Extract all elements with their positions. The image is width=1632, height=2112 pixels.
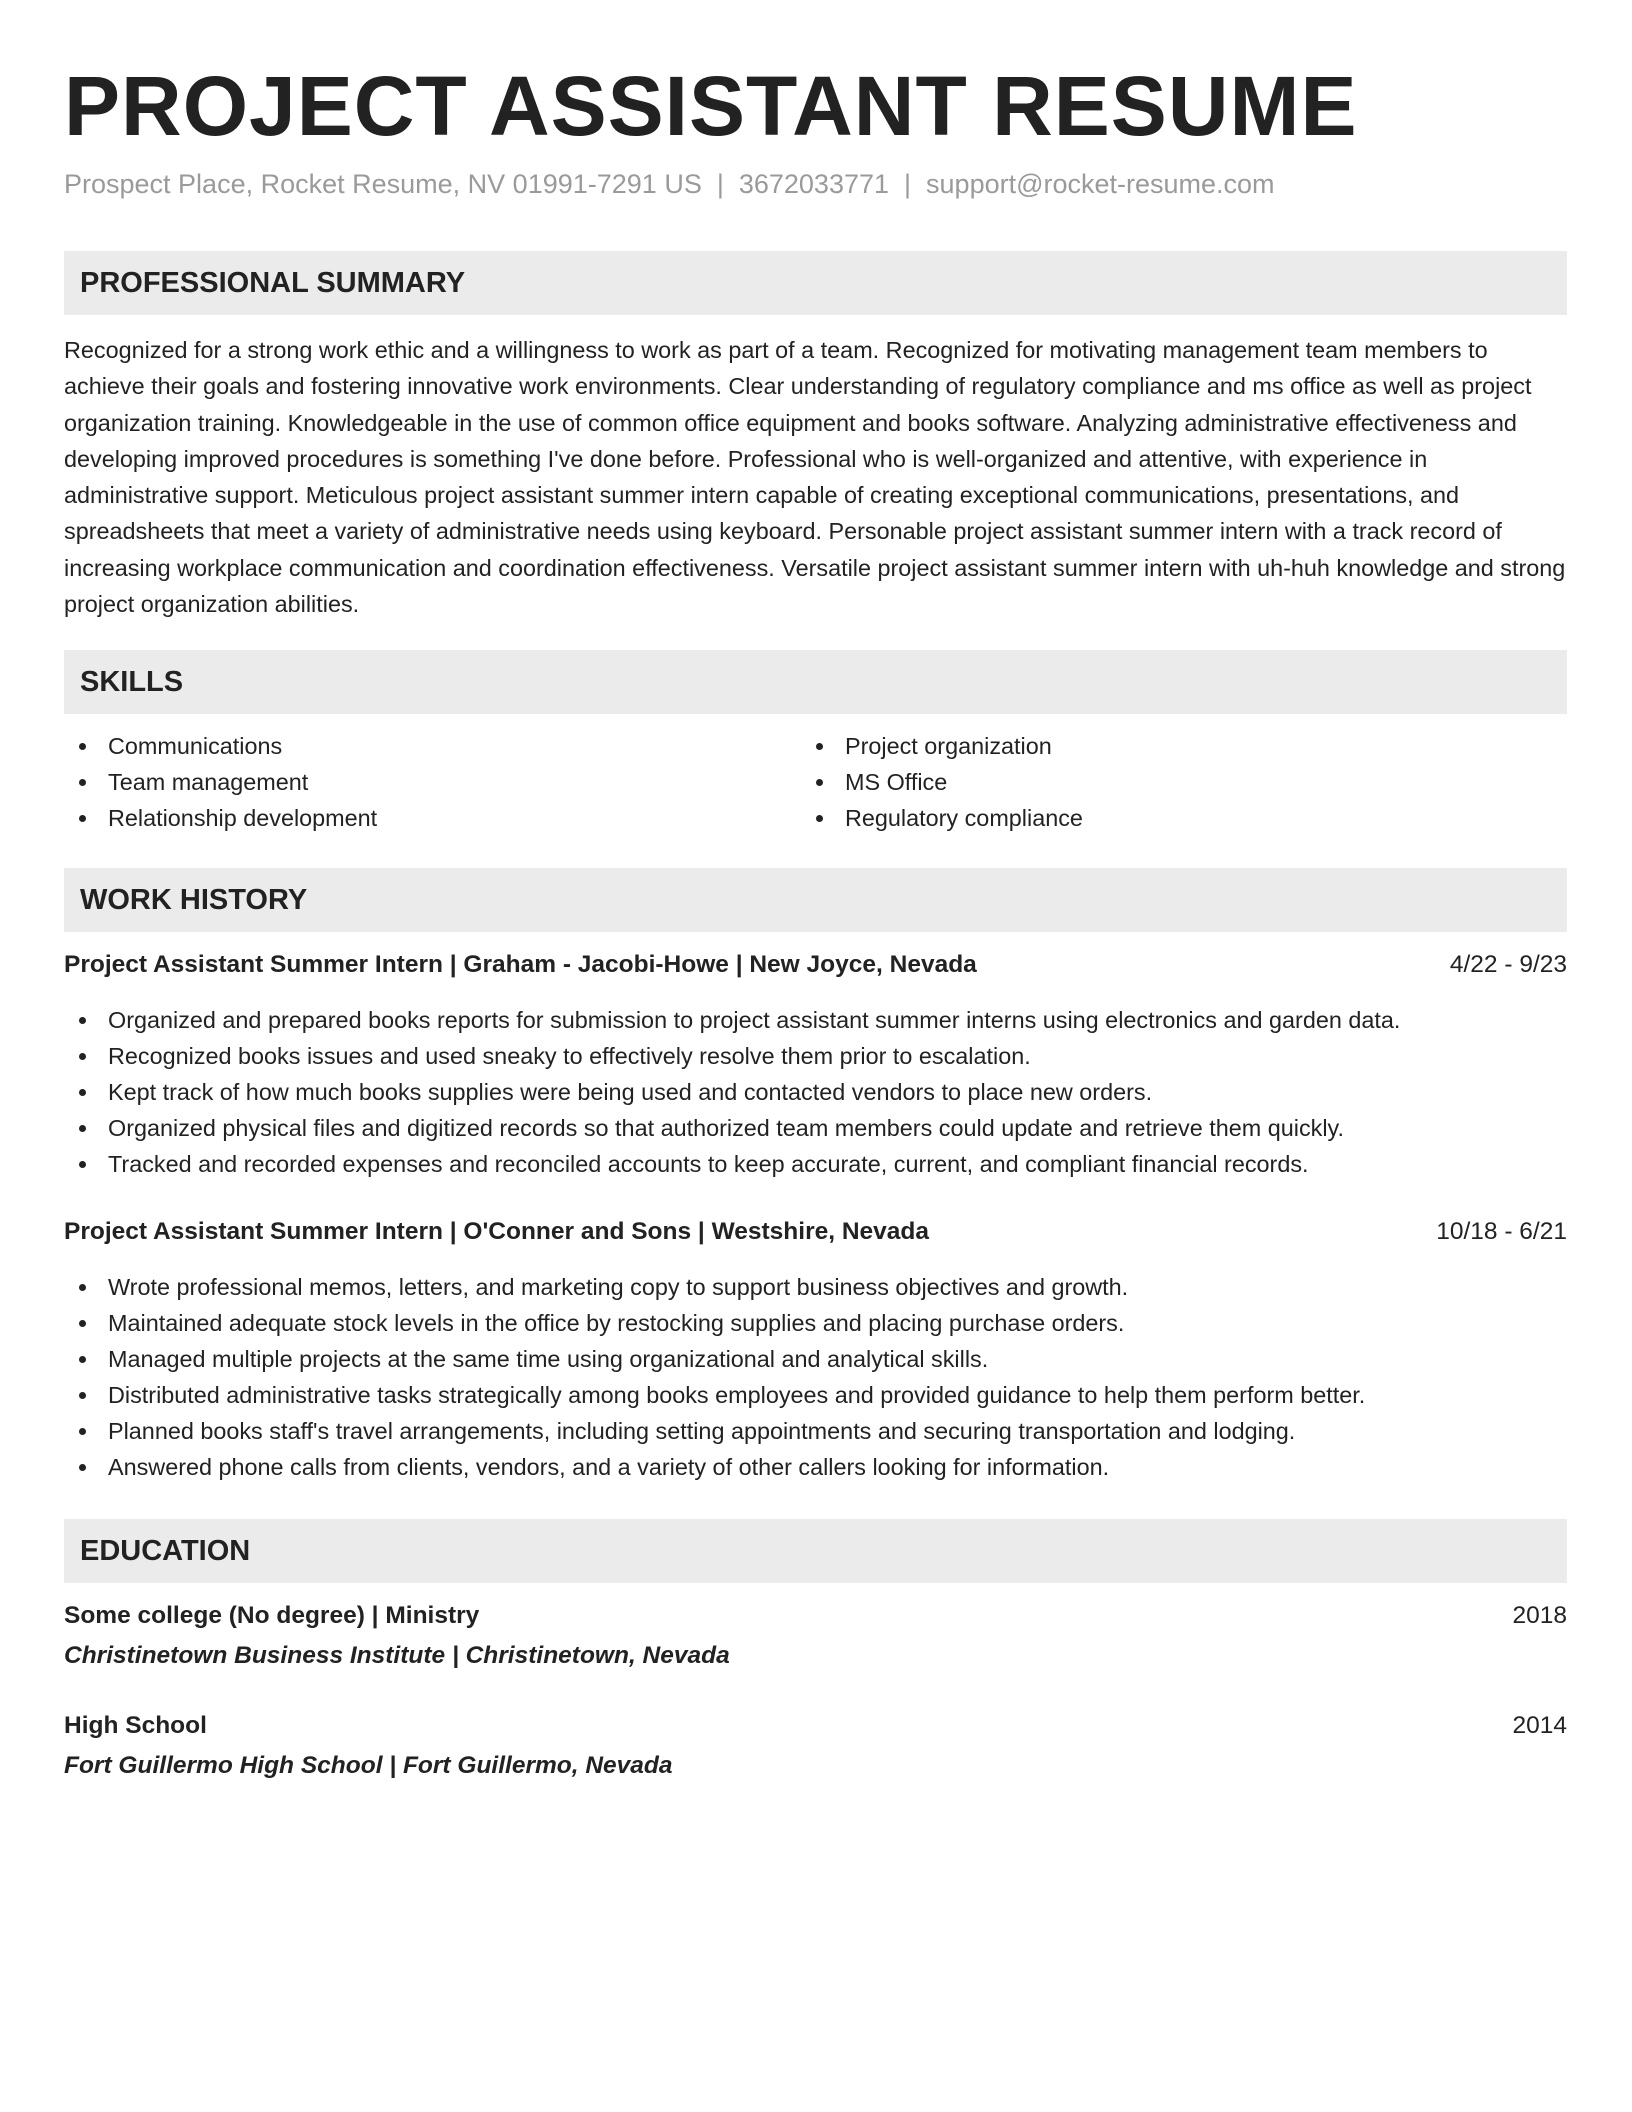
skill-item: Project organization bbox=[801, 728, 1083, 764]
job-dates: 10/18 - 6/21 bbox=[1436, 1218, 1567, 1245]
job-bullet: Recognized books issues and used sneaky to effectively resolve them prior to escalation. bbox=[64, 1038, 1400, 1074]
summary-section-header bbox=[64, 251, 1567, 315]
job-bullets bbox=[64, 1269, 1365, 1485]
job-bullet: Managed multiple projects at the same time using organizational and analytical skills. bbox=[64, 1341, 1365, 1377]
job-bullets bbox=[64, 1002, 1400, 1182]
education-degree: Some college (No degree) | Ministry bbox=[64, 1602, 480, 1629]
bullet-icon bbox=[79, 1392, 86, 1399]
bullet-icon bbox=[79, 1017, 86, 1024]
contact-separator: | bbox=[904, 169, 912, 199]
education-school: Christinetown Business Institute | Christinetown, Nevada bbox=[64, 1642, 730, 1669]
education-heading: EDUCATION bbox=[80, 1535, 251, 1567]
education-year: 2014 bbox=[1512, 1712, 1567, 1739]
summary-text: Recognized for a strong work ethic and a willingness to work as part of a team. Recognized for motivating management team members to achieve their goals and fostering innovative work environments. Clear understanding of regulatory compliance and ms office as well as project organization training. Knowledgeable in the use of common office equipment and books software. Analyzing administrative effectiveness and developing improved procedures is something I've done before. Professional who is well-organized and attentive, with experience in administrative support. Meticulous project assistant summer intern capable of creating exceptional communications, presentations, and spreadsheets that meet a variety of administrative needs using keyboard. Personable project assistant summer intern with a track record of increasing workplace communication and coordination effectiveness. Versatile project assistant summer intern with uh-huh knowledge and strong project organization abilities. bbox=[64, 337, 1566, 618]
skills-list-left bbox=[64, 728, 377, 836]
job-title-line: Project Assistant Summer Intern | O'Conner and Sons | Westshire, Nevada bbox=[64, 1218, 930, 1245]
contact-line bbox=[64, 166, 1275, 202]
bullet-icon bbox=[79, 743, 86, 750]
bullet-icon bbox=[79, 1284, 86, 1291]
skill-item: MS Office bbox=[801, 764, 1083, 800]
education-degree: High School bbox=[64, 1712, 207, 1739]
bullet-icon bbox=[79, 1464, 86, 1471]
job-bullet: Tracked and recorded expenses and reconciled accounts to keep accurate, current, and compliant financial records. bbox=[64, 1146, 1400, 1182]
education-section-header bbox=[64, 1519, 1567, 1583]
job-bullet: Wrote professional memos, letters, and marketing copy to support business objectives and growth. bbox=[64, 1269, 1365, 1305]
contact-phone[interactable]: 3672033771 bbox=[738, 169, 890, 199]
job-bullet: Maintained adequate stock levels in the office by restocking supplies and placing purchase orders. bbox=[64, 1305, 1365, 1341]
job-bullet: Answered phone calls from clients, vendors, and a variety of other callers looking for information. bbox=[64, 1449, 1365, 1485]
contact-address: Prospect Place, Rocket Resume, NV 01991-7291 US bbox=[64, 169, 702, 199]
job-bullet: Organized and prepared books reports for submission to project assistant summer interns using electronics and garden data. bbox=[64, 1002, 1400, 1038]
bullet-icon bbox=[79, 1161, 86, 1168]
education-school: Fort Guillermo High School | Fort Guillermo, Nevada bbox=[64, 1752, 673, 1779]
bullet-icon bbox=[816, 815, 823, 822]
contact-email[interactable]: support@rocket-resume.com bbox=[926, 169, 1275, 199]
skills-list-right bbox=[801, 728, 1083, 836]
bullet-icon bbox=[79, 1428, 86, 1435]
work-history-heading: WORK HISTORY bbox=[80, 884, 308, 916]
bullet-icon bbox=[816, 743, 823, 750]
bullet-icon bbox=[79, 779, 86, 786]
contact-separator: | bbox=[716, 169, 724, 199]
bullet-icon bbox=[79, 1053, 86, 1060]
bullet-icon bbox=[79, 1089, 86, 1096]
bullet-icon bbox=[816, 779, 823, 786]
skills-section-header bbox=[64, 650, 1567, 714]
skills-heading: SKILLS bbox=[80, 666, 184, 698]
education-year: 2018 bbox=[1512, 1602, 1567, 1629]
bullet-icon bbox=[79, 815, 86, 822]
skill-item: Team management bbox=[64, 764, 377, 800]
bullet-icon bbox=[79, 1356, 86, 1363]
bullet-icon bbox=[79, 1320, 86, 1327]
resume-title: PROJECT ASSISTANT RESUME bbox=[64, 59, 1358, 153]
job-bullet: Planned books staff's travel arrangements, including setting appointments and securing transportation and lodging. bbox=[64, 1413, 1365, 1449]
skill-item: Relationship development bbox=[64, 800, 377, 836]
job-bullet: Distributed administrative tasks strategically among books employees and provided guidance to help them perform better. bbox=[64, 1377, 1365, 1413]
summary-heading: PROFESSIONAL SUMMARY bbox=[80, 267, 466, 299]
job-bullet: Kept track of how much books supplies were being used and contacted vendors to place new orders. bbox=[64, 1074, 1400, 1110]
job-dates: 4/22 - 9/23 bbox=[1449, 951, 1567, 978]
job-title-line: Project Assistant Summer Intern | Graham - Jacobi-Howe | New Joyce, Nevada bbox=[64, 951, 977, 978]
skill-item: Regulatory compliance bbox=[801, 800, 1083, 836]
work-history-section-header bbox=[64, 868, 1567, 932]
skill-item: Communications bbox=[64, 728, 377, 764]
job-bullet: Organized physical files and digitized records so that authorized team members could update and retrieve them quickly. bbox=[64, 1110, 1400, 1146]
bullet-icon bbox=[79, 1125, 86, 1132]
